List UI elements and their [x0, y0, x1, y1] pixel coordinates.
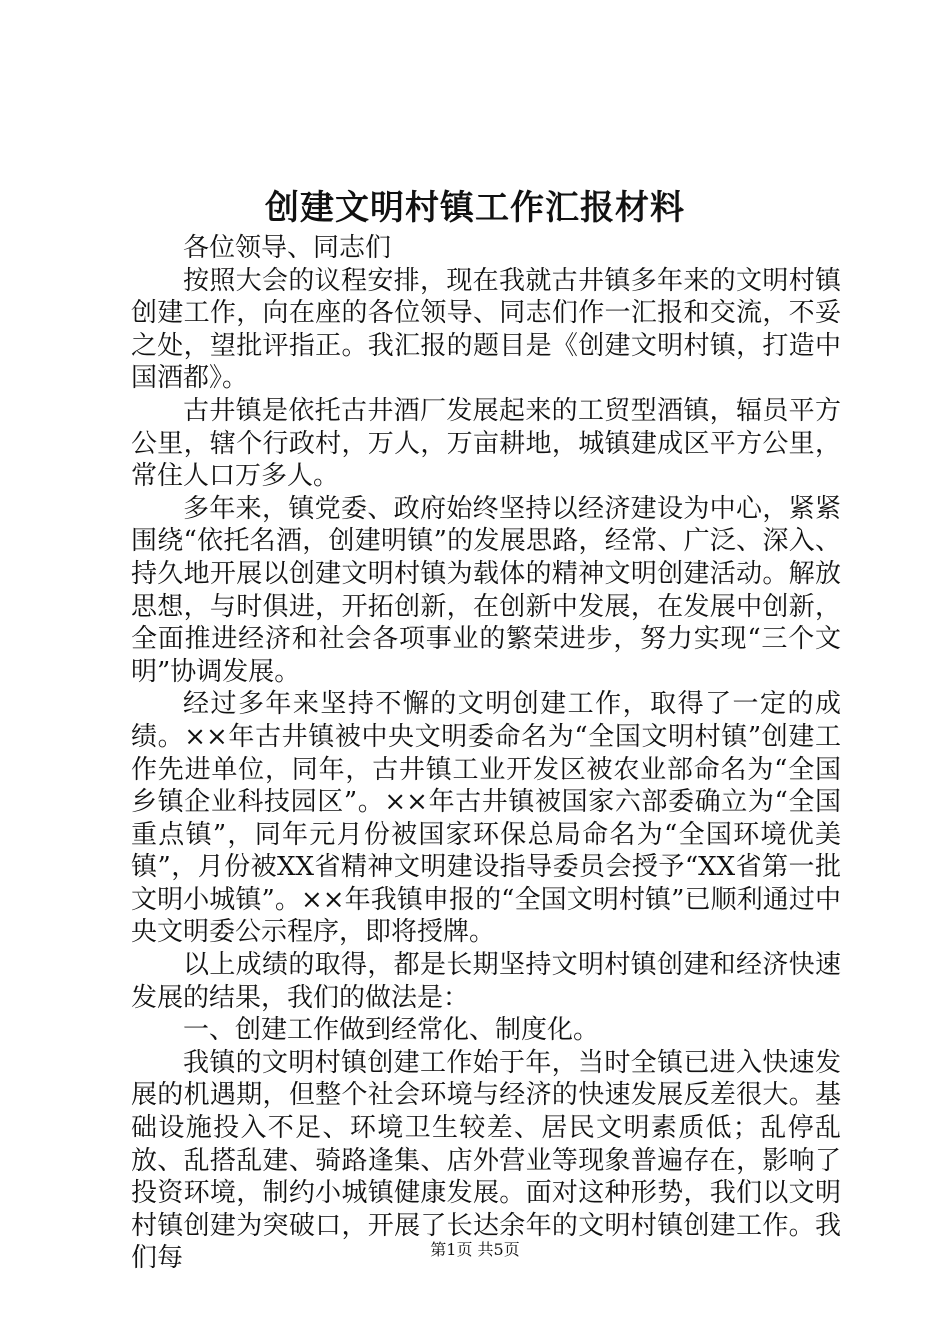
body-paragraph: 以上成绩的取得，都是长期坚持文明村镇创建和经济快速发展的结果，我们的做法是： [131, 950, 841, 1013]
section-heading: 一、创建工作做到经常化、制度化。 [183, 1015, 600, 1046]
page-number-footer: 第1页 共5页 [430, 1240, 520, 1259]
body-paragraph: 经过多年来坚持不懈的文明创建工作，取得了一定的成绩。××年古井镇被中央文明委命名为“全国文明村镇”创建工作先进单位，同年，古井镇工业开发区被农业部命名为“全国乡镇企业科技园区”。××年古井镇被国家六部委确立为“全国重点镇”，同年元月份被国家环保总局命名为“全国环境优美镇”，月份被XX省精神文明建设指导委员会授予“XX省第一批文明小城镇”。××年我镇申报的“全国文明村镇”已顺利通过中央文明委公示程序，即将授牌。 [131, 689, 841, 948]
document-body [131, 232, 841, 1275]
document-title: 创建文明村镇工作汇报材料 [265, 188, 685, 228]
body-paragraph: 多年来，镇党委、政府始终坚持以经济建设为中心，紧紧围绕“依托名酒，创建明镇”的发展思路，经常、广泛、深入、持久地开展以创建文明村镇为载体的精神文明创建活动。解放思想，与时俱进，开拓创新，在创新中发展，在发展中创新，全面推进经济和社会各项事业的繁荣进步，努力实现“三个文明”协调发展。 [131, 493, 841, 687]
body-paragraph: 我镇的文明村镇创建工作始于年，当时全镇已进入快速发展的机遇期，但整个社会环境与经济的快速发展反差很大。基础设施投入不足、环境卫生较差、居民文明素质低；乱停乱放、乱搭乱建、骑路逢集、店外营业等现象普遍存在，影响了投资环境，制约小城镇健康发展。面对这种形势，我们以文明村镇创建为突破口，开展了长达余年的文明村镇创建工作。我们每 [131, 1047, 841, 1274]
salutation-paragraph: 各位领导、同志们 [183, 233, 392, 263]
body-paragraph: 按照大会的议程安排，现在我就古井镇多年来的文明村镇创建工作，向在座的各位领导、同志们作一汇报和交流，不妥之处，望批评指正。我汇报的题目是《创建文明村镇，打造中国酒都》。 [131, 265, 841, 394]
body-paragraph: 古井镇是依托古井酒厂发展起来的工贸型酒镇，辐员平方公里，辖个行政村，万人，万亩耕地，城镇建成区平方公里，常住人口万多人。 [131, 395, 841, 492]
